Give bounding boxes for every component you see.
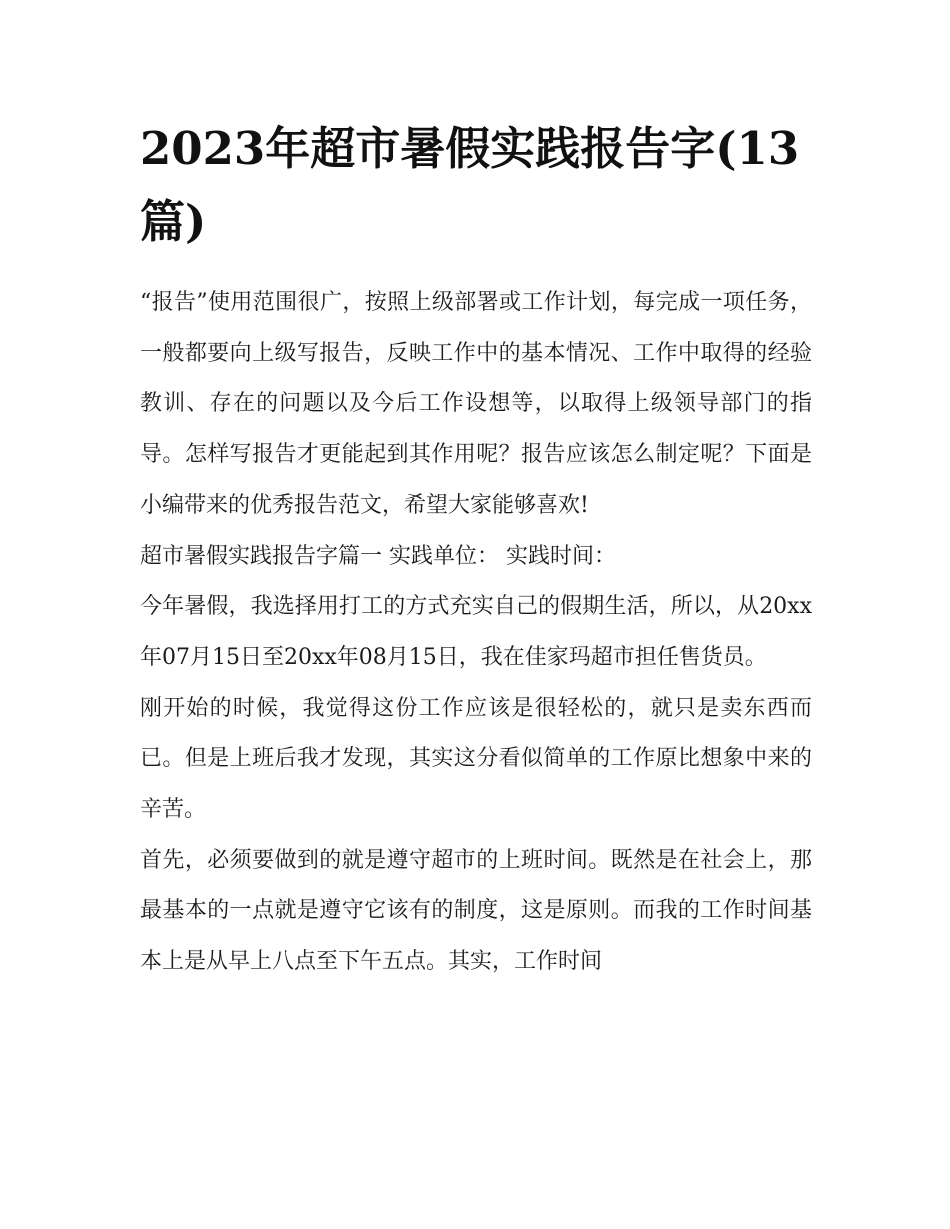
body-paragraph: 今年暑假，我选择用打工的方式充实自己的假期生活，所以，从20xx年07月15日至20xx年08月15日，我在佳家玛超市担任售货员。 — [140, 594, 812, 670]
document-title: 2023年超市暑假实践报告字(13篇) — [140, 122, 800, 248]
document-body — [140, 112, 812, 988]
intro-paragraph: “报告”使用范围很广，按照上级部署或工作计划，每完成一项任务，一般都要向上级写报告，反映工作中的基本情况、工作中取得的经验教训、存在的问题以及今后工作设想等，以取得上级领导部门的指导。怎样写报告才更能起到其作用呢？报告应该怎么制定呢？下面是小编带来的优秀报告范文，希望大家能够喜欢! — [140, 290, 812, 518]
body-paragraph: 刚开始的时候，我觉得这份工作应该是很轻松的，就只是卖东西而已。但是上班后我才发现，其实这分看似简单的工作原比想象中来的辛苦。 — [140, 695, 812, 823]
section-heading-line: 超市暑假实践报告字篇一 实践单位： 实践时间： — [140, 543, 616, 569]
body-paragraph: 首先，必须要做到的就是遵守超市的上班时间。既然是在社会上，那最基本的一点就是遵守它该有的制度，这是原则。而我的工作时间基本上是从早上八点至下午五点。其实，工作时间 — [140, 847, 812, 975]
